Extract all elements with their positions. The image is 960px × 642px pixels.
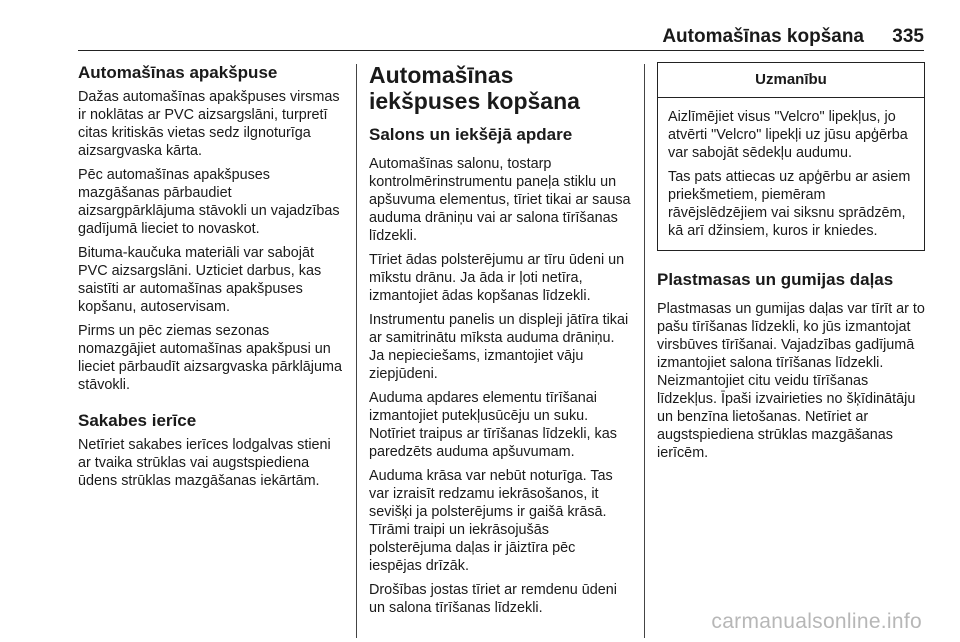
section-title-underbody: Automašīnas apakšpuse [78,63,278,82]
watermark: carmanualsonline.info [711,610,922,633]
caution-title: Uzmanību [658,63,924,98]
paragraph: Bituma-kaučuka materiāli var sabojāt PVC aizsargslāni. Uzticiet darbus, kas saistīti ar automašīnas apakšpuses kopšanu, autoservisam. [78,245,322,315]
paragraph: Pēc automašīnas apakšpuses mazgāšanas pārbaudiet aizsargpārklājuma stāvokli un vajadzības gadījumā lieciet to novaskot. [78,167,340,237]
caution-box [657,62,925,251]
paragraph: Automašīnas salonu, tostarp kontrolmērinstrumentu paneļa stiklu un apšuvuma elementus, tīriet tikai ar sausa auduma drāniņu vai ar salona tīrīšanas līdzekli. [369,156,631,244]
chapter-title: Automašīnas iekšpuses kopšana [369,62,580,114]
caution-text: Tas pats attiecas uz apģērbu ar asiem priekšmetiem, piemēram rāvējslēdzējiem vai siksnu sprādzēm, kā arī džinsiem, kuros ir kniedes. [668,169,911,239]
paragraph: Auduma krāsa var nebūt noturīga. Tas var izraisīt redzamu iekrāsošanos, it sevišķi ja polsterējums ir gaišā krāsā. Tīrāmi traipi un iekrāsojušās polsterējuma daļas ir jāiztīra pēc iespējas drīzāk. [369,468,613,574]
caution-text: Aizlīmējiet visus "Velcro" lipekļus, jo atvērti "Velcro" lipekļi uz jūsu apģērba var sabojāt sēdekļu audumu. [668,109,908,161]
header-rule [78,50,924,51]
section-title-interior: Salons un iekšējā apdare [369,125,573,144]
paragraph: Pirms un pēc ziemas sezonas nomazgājiet automašīnas apakšpusi un lieciet pārbaudīt aizsargvaska pārklājuma stāvokli. [78,323,342,393]
paragraph: Plastmasas un gumijas daļas var tīrīt ar to pašu tīrīšanas līdzekli, ko jūs izmantojat virsbūves tīrīšanai. Vajadzības gadījumā izmantojiet salona tīrīšanas līdzekli. Neizmantojiet citu veidu tīrīšanas līdzekļus. Īpaši izvairieties no šķīdinātāju un benzīna lietošanas. Netīriet ar augstspiediena strūklas mazgāšanas ierīcēm. [657,301,925,461]
paragraph: Instrumentu panelis un displeji jātīra tikai ar samitrinātu mīksta auduma drāniņu. Ja nepieciešams, izmantojiet vāju ziepjūdeni. [369,312,629,382]
column-3 [657,62,925,468]
column-divider-2 [644,64,645,638]
paragraph: Dažas automašīnas apakšpuses virsmas ir noklātas ar PVC aizsargslāni, turpretī citas kritiskās vietas sedz ilgnoturīga aizsargvaska kārta. [78,89,340,159]
section-title-plastic-rubber: Plastmasas un gumijas daļas [657,270,894,289]
column-2 [369,62,631,623]
page-header [78,22,924,52]
column-divider-1 [356,64,357,638]
paragraph: Tīriet ādas polsterējumu ar tīru ūdeni un mīkstu drānu. Ja āda ir ļoti netīra, izmantojiet ādas kopšanas līdzekli. [369,252,625,304]
paragraph: Drošības jostas tīriet ar remdenu ūdeni un salona tīrīšanas līdzekli. [369,582,617,616]
column-1 [78,62,346,496]
section-title-towbar: Sakabes ierīce [78,411,197,430]
paragraph: Auduma apdares elementu tīrīšanai izmantojiet putekļusūcēju un suku. Notīriet traipus ar tīrīšanas līdzekli, kas paredzēts auduma apšuvumam. [369,390,617,460]
paragraph: Netīriet sakabes ierīces lodgalvas stieni ar tvaika strūklas vai augstspiediena ūdens strūklas mazgāšanas iekārtām. [78,437,331,489]
header-title: Automašīnas kopšana [662,26,864,47]
page-number: 335 [892,26,924,47]
